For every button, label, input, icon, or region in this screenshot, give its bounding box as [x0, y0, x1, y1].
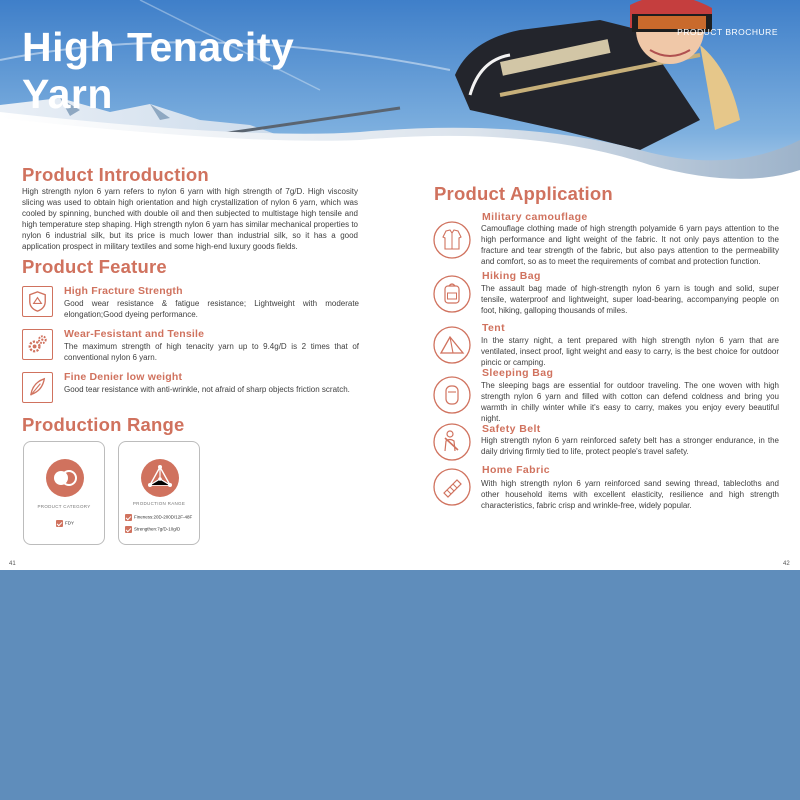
feature-text: Good wear resistance & fatigue resistance; Lightweight with moderate elongation;Good dyeing performance. — [64, 299, 359, 319]
lower-blue-area — [0, 570, 800, 800]
introduction-text: High strength nylon 6 yarn refers to nylon 6 yarn with high strength of 7g/D. High viscosity slicing was used to obtain high orientation and high crystallization of nylon 6 yarn, which was cooled by spinning, bunched with double oil and then subjected to multistage high tensile and high temperature step shaping. High strength nylon 6 yarn has similar mechanical properties to nylon 6 industrial silk, but its price is much lower than industrial silk, so it has a good application prospect in military textiles and some high-end luxury goods fields. — [22, 187, 358, 251]
introduction-heading: Product Introduction — [22, 164, 209, 185]
hero-banner — [0, 0, 800, 190]
backpack-icon — [433, 275, 471, 313]
application-title: Home Fabric — [482, 464, 550, 476]
molecule-icon — [141, 459, 179, 497]
page-number-right: 42 — [783, 561, 790, 567]
fabric-roll-icon — [433, 468, 471, 506]
range-item: Strengthen:7g/D-10g/D — [125, 526, 180, 533]
shield-icon — [22, 286, 53, 317]
title-line-2: Yarn — [22, 71, 113, 117]
feather-icon — [22, 372, 53, 403]
feature-item — [22, 329, 362, 365]
sleeping-bag-icon — [433, 376, 471, 414]
title-line-1: High Tenacity — [22, 24, 295, 70]
range-label: PRODUCTION RANGE — [132, 501, 186, 506]
check-icon — [125, 526, 132, 533]
category-label: PRODUCT CATEGORY — [37, 504, 91, 509]
gears-icon — [22, 329, 53, 360]
feature-title: Fine Denier low weight — [64, 371, 183, 383]
application-text: The sleeping bags are essential for outdoor traveling. The one woven with high strength nylon 6 yarn and filled with cotton can defend coldness and bring you warmth in chilly winter while it's easy to carry, makes you enjoy every beautiful night. — [481, 381, 779, 423]
feature-heading: Product Feature — [22, 256, 167, 277]
range-item: Fineness:20D-200D/12F-48F — [125, 514, 192, 521]
application-title: Tent — [482, 322, 505, 334]
application-text: High strength nylon 6 yarn reinforced safety belt has a stronger endurance, in the daily driving firmly tied to life, protect people's travel safety. — [481, 436, 779, 456]
application-text: In the starry night, a tent prepared with high strength nylon 6 yarn that are ventilated, insect proof, light weight and easy to carry, is the best choice for outdoor pincic or camping. — [481, 336, 779, 367]
application-title: Safety Belt — [482, 423, 541, 435]
category-icon — [46, 459, 84, 497]
application-text: The assault bag made of high-strength nylon 6 yarn is tough and solid, super tensile, waterproof and lightweight, super load-bearing, accompanying people on foot, hiking, galloping thousands of miles. — [481, 284, 779, 315]
production-range-card — [118, 441, 200, 545]
jacket-icon — [433, 221, 471, 259]
feature-item — [22, 286, 362, 322]
range-heading: Production Range — [22, 414, 185, 435]
seatbelt-icon — [433, 423, 471, 461]
feature-item — [22, 372, 362, 408]
feature-title: High Fracture Strength — [64, 285, 183, 297]
check-icon — [125, 514, 132, 521]
application-text: With high strength nylon 6 yarn reinforced sand sewing thread, tablecloths and other household items with excellent elasticity, resilience and high strength characteristics, fabric crisp and wrinkle-free, widely popular. — [481, 479, 779, 510]
application-title: Hiking Bag — [482, 270, 541, 282]
application-heading: Product Application — [434, 183, 613, 204]
brochure-label: PRODUCT BROCHURE — [677, 27, 778, 37]
page-number-left: 41 — [9, 561, 16, 567]
feature-text: Good tear resistance with anti-wrinkle, not afraid of sharp objects friction scratch. — [64, 385, 350, 394]
category-item: FDY — [56, 520, 74, 527]
application-title: Military camouflage — [482, 211, 588, 223]
tent-icon — [433, 326, 471, 364]
page-title — [22, 24, 294, 118]
product-category-card — [23, 441, 105, 545]
feature-title: Wear-Fesistant and Tensile — [64, 328, 205, 340]
feature-text: The maximum strength of high tenacity yarn up to 9.4g/D is 2 times that of conventional nylon 6 yarn. — [64, 342, 359, 362]
application-title: Sleeping Bag — [482, 367, 554, 379]
application-text: Camouflage clothing made of high strength polyamide 6 yarn pays attention to the high performance and light weight of the fabric. It not only pays attention to the fracture and tear strength of the fabric, but also pays attention to the permeability and comfort, so as to meet the requirements of combat and protection function. — [481, 224, 779, 266]
check-icon — [56, 520, 63, 527]
